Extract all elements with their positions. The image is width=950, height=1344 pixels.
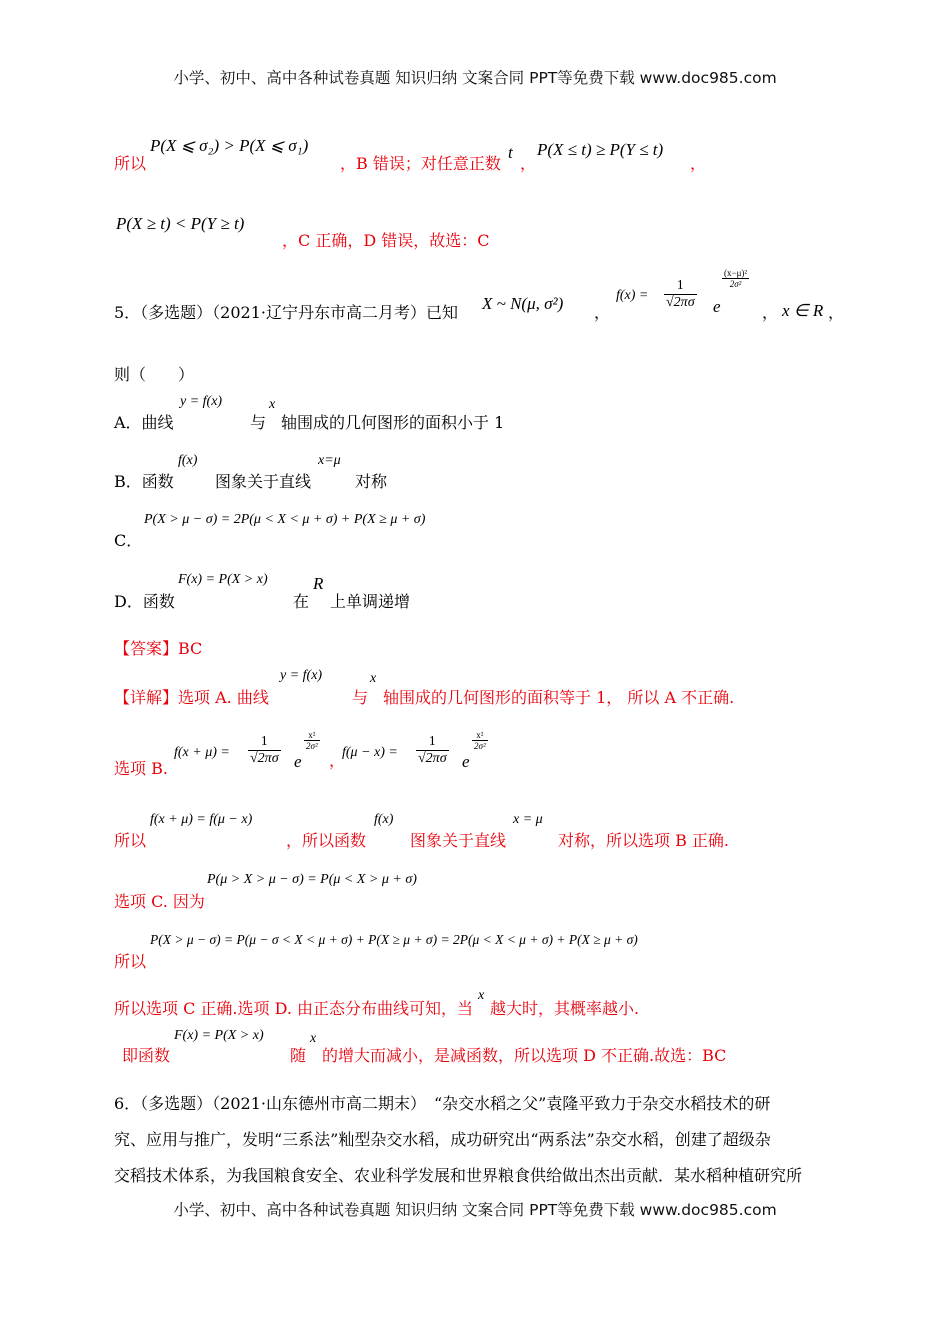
- q5-domain-end: ，: [828, 303, 845, 322]
- prev-line1-math2: P(X ≤ t) ≥ P(Y ≤ t): [537, 140, 664, 159]
- detail-b-exp1-num: x²: [304, 730, 320, 741]
- q5-option-b-t2: 对称: [355, 472, 388, 491]
- detail-d2-t1: 随: [290, 1046, 307, 1065]
- detail-a-t0: 【详解】选项 A. 曲线: [114, 688, 269, 707]
- q5-option-a-t2: 轴围成的几何图形的面积小于 1: [281, 413, 505, 432]
- q6-line3: 交稻技术体系，为我国粮食安全、农业科学发展和世界粮食供给做出杰出贡献．某水稻种植研究所: [114, 1166, 803, 1185]
- q5-distribution: X ~ N(μ, σ²): [482, 294, 564, 313]
- detail-d-t1: 越大时，其概率越小.: [490, 999, 640, 1018]
- q5-option-a-t1: 与: [250, 413, 267, 432]
- detail-b2-m2: f(x): [374, 812, 394, 827]
- detail-b-e2: e: [462, 752, 470, 771]
- detail-b-exp1-den: 2σ²: [306, 741, 318, 751]
- detail-b-t0: 选项 B.: [114, 759, 168, 778]
- page-footer: 小学、初中、高中各种试卷真题 知识归纳 文案合同 PPT等免费下载 www.doc985.com: [173, 1201, 777, 1219]
- q5-option-d-m2: R: [313, 574, 324, 593]
- prev-line1-t: t: [508, 143, 513, 162]
- detail-b-frac2-num: 1: [416, 734, 449, 751]
- detail-b-frac1: [248, 734, 281, 767]
- detail-b2-t3: 对称，所以选项 B 正确.: [558, 831, 730, 850]
- detail-b2-t0: 所以: [114, 831, 147, 850]
- q5-option-a-m2: x: [269, 397, 276, 412]
- prev-line1-end: ，: [690, 154, 707, 173]
- q6-line2: 究、应用与推广，发明“三系法”籼型杂交水稻，成功研究出“两系法”杂交水稻，创建了超级杂: [114, 1130, 771, 1149]
- prev-line1-prefix: 所以: [114, 154, 147, 173]
- q5-f-exp-numerator: (x−μ)²: [724, 268, 748, 278]
- q5-option-d-t2: 上单调递增: [330, 592, 411, 611]
- q5-option-d-label: D．函数: [114, 592, 175, 611]
- prev-line1-math1: P(X ⩽ σ₂) > P(X ⩽ σ₁): [150, 136, 309, 155]
- detail-b-exp2: [472, 730, 488, 751]
- detail-b-frac1-den: √2πσ: [250, 751, 279, 766]
- detail-b-exp2-den: 2σ²: [474, 741, 486, 751]
- detail-a-t2: 轴围成的几何图形的面积等于 1， 所以 A 不正确.: [383, 688, 735, 707]
- page-header: 小学、初中、高中各种试卷真题 知识归纳 文案合同 PPT等免费下载 www.doc985.com: [173, 69, 777, 87]
- q5-option-b-m1: f(x): [178, 453, 198, 468]
- detail-b-frac2: [416, 734, 449, 767]
- q5-option-d-t1: 在: [293, 592, 310, 611]
- prev-line1-mid: ，B 错误；对任意正数: [340, 154, 501, 173]
- detail-b-frac1-num: 1: [248, 734, 281, 751]
- q5-option-b-m2: x=μ: [318, 453, 341, 468]
- prev-line2-math: P(X ≥ t) < P(Y ≥ t): [116, 214, 245, 233]
- detail-c-m1: P(μ > X > μ − σ) = P(μ < X > μ + σ): [207, 872, 417, 887]
- q5-f-exp-denominator: 2σ²: [729, 279, 742, 289]
- detail-d-t0: 所以选项 C 正确.选项 D. 由正态分布曲线可知，当: [114, 999, 474, 1018]
- q5-f-exponent: [722, 268, 749, 289]
- q5-option-a-m1: y = f(x): [180, 394, 223, 409]
- prev-line2-text: ，C 正确，D 错误，故选：C: [282, 231, 490, 250]
- detail-d-m1: x: [478, 988, 485, 1003]
- q5-f-e: e: [713, 297, 721, 316]
- detail-b2-m1: f(x + μ) = f(μ − x): [150, 812, 253, 827]
- detail-b-e1: e: [294, 752, 302, 771]
- detail-b2-t1: ，所以函数: [286, 831, 367, 850]
- q5-ask: 则（ ）: [114, 365, 195, 384]
- q5-option-b-t1: 图象关于直线: [215, 472, 312, 491]
- detail-b2-t2: 图象关于直线: [410, 831, 507, 850]
- q5-option-b-label: B．函数: [114, 472, 174, 491]
- detail-d2-m2: x: [310, 1031, 317, 1046]
- q6-line1: 6．（多选题）（2021·山东德州市高二期末） “杂交水稻之父”袁隆平致力于杂交水稻技术的研: [114, 1094, 771, 1113]
- answer-label: 【答案】BC: [114, 639, 203, 658]
- q5-option-d-m1: F(x) = P(X > x): [178, 572, 268, 587]
- q5-stem-prefix: 5．（多选题）（2021·辽宁丹东市高二月考）已知: [114, 303, 458, 322]
- detail-d2-m1: F(x) = P(X > x): [174, 1028, 264, 1043]
- prev-line1-sep: ，: [520, 154, 537, 173]
- q5-option-c-m1: P(X > μ − σ) = 2P(μ < X < μ + σ) + P(X ≥ μ + σ): [144, 512, 426, 527]
- q5-comma: ，: [594, 303, 611, 322]
- detail-b2-m3: x = μ: [513, 812, 543, 827]
- detail-c2-m1: P(X > μ − σ) = P(μ − σ < X < μ + σ) + P(X ≥ μ + σ) = 2P(μ < X < μ + σ) + P(X ≥ μ + σ): [150, 932, 638, 947]
- detail-b-exp1: [304, 730, 320, 751]
- detail-a-m2: x: [370, 671, 377, 686]
- detail-b-exp2-num: x²: [472, 730, 488, 741]
- q5-f-denominator: √2πσ: [666, 295, 695, 310]
- q5-domain-sep: ，: [762, 303, 779, 322]
- detail-a-t1: 与: [352, 688, 369, 707]
- detail-a-m1: y = f(x): [280, 668, 323, 683]
- detail-d2-t0: 即函数: [122, 1046, 171, 1065]
- q5-f-numerator: 1: [664, 278, 697, 295]
- detail-d2-t2: 的增大而减小，是减函数，所以选项 D 不正确.故选：BC: [322, 1046, 727, 1065]
- detail-b-frac2-den: √2πσ: [418, 751, 447, 766]
- q5-f-lhs: f(x) =: [616, 288, 649, 303]
- q5-option-a-label: A．曲线: [114, 413, 174, 432]
- q5-option-c-label: C．: [114, 531, 143, 550]
- q5-f-fraction: [664, 278, 697, 311]
- detail-b-m2a: f(μ − x) =: [342, 745, 398, 760]
- detail-c-t0: 选项 C. 因为: [114, 892, 205, 911]
- q5-domain: x ∈ R: [782, 301, 824, 320]
- detail-b-comma: ，: [329, 751, 346, 770]
- detail-b-m1a: f(x + μ) =: [174, 745, 230, 760]
- detail-c2-t0: 所以: [114, 952, 147, 971]
